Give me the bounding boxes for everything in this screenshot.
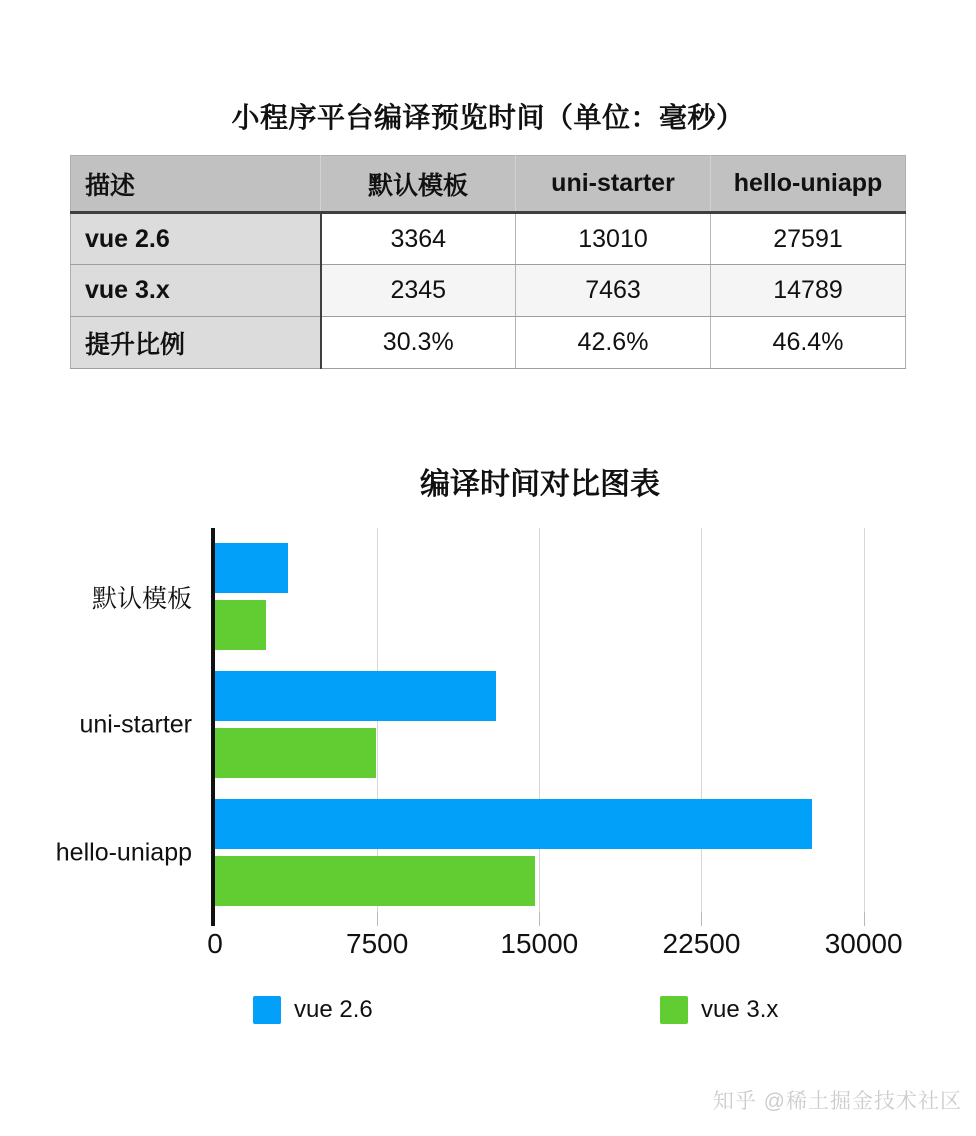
- table-cell-value: 13010: [516, 213, 711, 265]
- bar-group: [215, 671, 935, 778]
- axis-tick: [539, 912, 540, 926]
- bar-vue-3.x: [215, 600, 266, 650]
- table-cell-value: 7463: [516, 265, 711, 317]
- bar-group: [215, 799, 935, 906]
- table-cell-value: 3364: [321, 213, 516, 265]
- x-tick-label: 7500: [346, 928, 409, 959]
- page-title: 小程序平台编译预览时间（单位：毫秒）: [231, 102, 745, 133]
- bar-vue-2.6: [215, 799, 812, 849]
- legend-swatch: [660, 996, 688, 1024]
- table-header-cell: 描述: [71, 156, 321, 213]
- x-tick-label: 0: [207, 928, 223, 959]
- table-row-label: vue 2.6: [71, 213, 321, 265]
- x-tick-label: 15000: [500, 928, 579, 959]
- bar-vue-3.x: [215, 856, 535, 906]
- table-row: [71, 213, 906, 265]
- table-header-cell: uni-starter: [516, 156, 711, 213]
- legend-item: [660, 996, 778, 1024]
- legend-label: vue 3.x: [701, 996, 779, 1023]
- watermark: 知乎 @稀土掘金技术社区: [712, 1090, 962, 1113]
- table-row: [71, 265, 906, 317]
- axis-tick: [377, 912, 378, 926]
- table-row: [71, 317, 906, 369]
- table-header-cell: 默认模板: [321, 156, 516, 213]
- bar-vue-2.6: [215, 671, 496, 721]
- table-row-label: vue 3.x: [71, 265, 321, 317]
- table-header-cell: hello-uniapp: [711, 156, 906, 213]
- chart-title: 编译时间对比图表: [420, 468, 660, 501]
- legend-label: vue 2.6: [294, 996, 373, 1023]
- legend-item: [253, 996, 373, 1024]
- axis-tick: [701, 912, 702, 926]
- table-cell-value: 2345: [321, 265, 516, 317]
- category-label: 默认模板: [91, 584, 192, 613]
- table-header-row: [71, 156, 906, 213]
- bar-vue-3.x: [215, 728, 376, 778]
- table-cell-value: 30.3%: [321, 317, 516, 369]
- table-row-label: 提升比例: [71, 317, 321, 369]
- table-cell-value: 14789: [711, 265, 906, 317]
- table-cell-value: 27591: [711, 213, 906, 265]
- x-tick-label: 22500: [662, 928, 741, 959]
- category-label: uni-starter: [79, 710, 192, 738]
- category-label: hello-uniapp: [55, 838, 192, 866]
- legend-swatch: [253, 996, 281, 1024]
- bar-vue-2.6: [215, 543, 288, 593]
- x-tick-label: 30000: [824, 928, 903, 959]
- table-cell-value: 42.6%: [516, 317, 711, 369]
- y-axis-line: [211, 528, 215, 926]
- compile-time-table: [70, 155, 906, 369]
- axis-tick: [864, 912, 865, 926]
- bar-group: [215, 543, 935, 650]
- table-cell-value: 46.4%: [711, 317, 906, 369]
- bar-chart-plot-area: [215, 528, 935, 912]
